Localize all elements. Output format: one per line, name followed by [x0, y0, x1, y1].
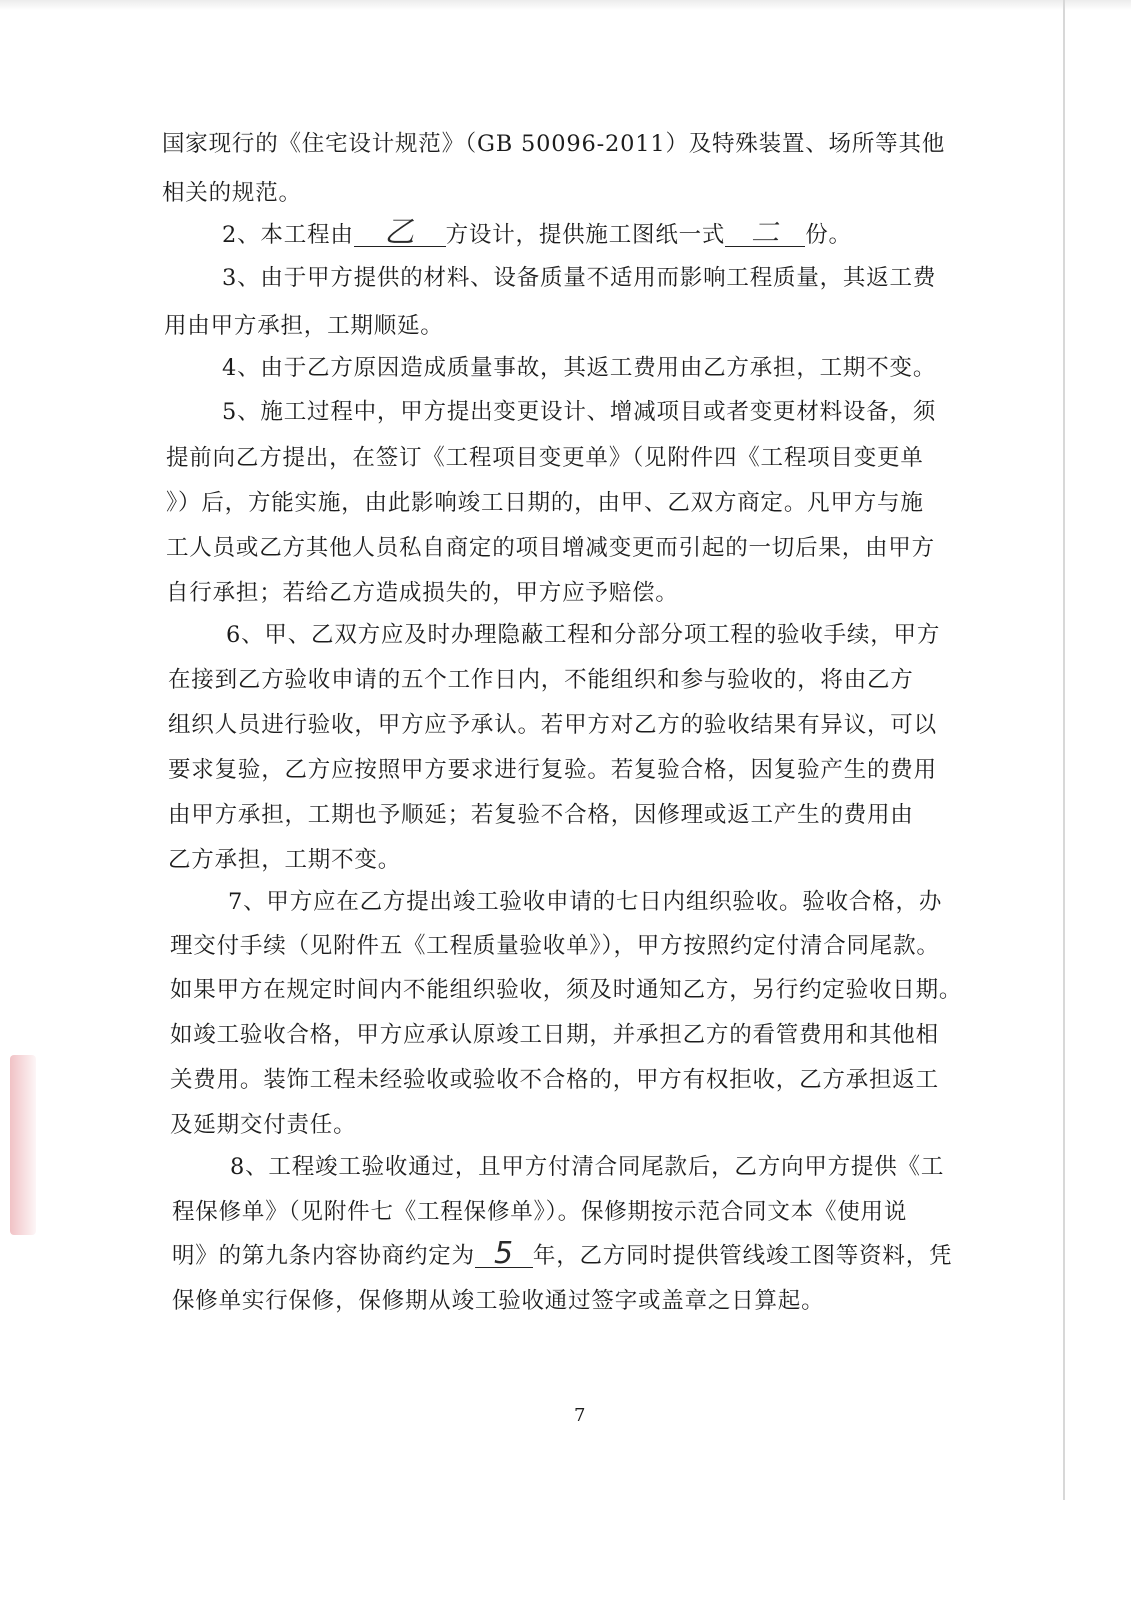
page-number: 7 [574, 1405, 586, 1426]
clause-2-after: 份。 [805, 222, 852, 248]
warranty-years-handwritten: 5 [475, 1241, 533, 1268]
clause-2-before: 2、本工程由 [222, 222, 354, 248]
text-line-19: 理交付手续（见附件五《工程质量验收单》），甲方按照约定付清合同尾款。 [170, 933, 940, 959]
text-line-2: 相关的规范。 [162, 180, 302, 206]
clause-2-line [222, 215, 852, 250]
text-line-5: 用由甲方承担，工期顺延。 [164, 313, 444, 339]
text-line-12: 6、甲、乙双方应及时办理隐蔽工程和分部分项工程的验收手续，甲方 [226, 622, 941, 648]
text-line-18: 7、甲方应在乙方提出竣工验收申请的七日内组织验收。验收合格，办 [228, 889, 943, 915]
text-line-25: 程保修单》（见附件七《工程保修单》）。保修期按示范合同文本《使用说 [172, 1199, 908, 1225]
text-line-15: 要求复验，乙方应按照甲方要求进行复验。若复验合格，因复验产生的费用 [168, 757, 937, 783]
text-line-22: 关费用。装饰工程未经验收或验收不合格的，甲方有权拒收，乙方承担返工 [170, 1067, 939, 1093]
text-line-7: 5、施工过程中，甲方提出变更设计、增减项目或者变更材料设备，须 [222, 399, 937, 425]
text-line-13: 在接到乙方验收申请的五个工作日内，不能组织和参与验收的，将由乙方 [168, 667, 914, 693]
text-line-20: 如果甲方在规定时间内不能组织验收，须及时通知乙方，另行约定验收日期。 [170, 977, 963, 1003]
text-line-14: 组织人员进行验收，甲方应予承认。若甲方对乙方的验收结果有异议，可以 [168, 712, 937, 738]
text-line-10: 工人员或乙方其他人员私自商定的项目增减变更而引起的一切后果，由甲方 [166, 535, 935, 561]
seal-fragment-stamp [10, 1055, 36, 1235]
warranty-before: 明》的第九条内容协商约定为 [172, 1243, 475, 1269]
clause-2-middle: 方设计，提供施工图纸一式 [445, 222, 726, 248]
text-line-9: 》）后，方能实施，由此影响竣工日期的，由甲、乙双方商定。凡甲方与施 [166, 490, 924, 516]
text-line-16: 由甲方承担，工期也予顺延；若复验不合格，因修理或返工产生的费用由 [168, 802, 914, 828]
text-line-8: 提前向乙方提出，在签订《工程项目变更单》（见附件四《工程项目变更单 [166, 445, 924, 471]
text-line-11: 自行承担；若给乙方造成损失的，甲方应予赔偿。 [166, 580, 679, 606]
text-line-1: 国家现行的《住宅设计规范》（GB 50096-2011）及特殊装置、场所等其他 [162, 131, 946, 157]
scan-top-shade [0, 0, 1131, 10]
page-right-edge [1063, 0, 1065, 1500]
warranty-line [172, 1236, 953, 1271]
text-line-17: 乙方承担，工期不变。 [168, 847, 402, 873]
text-line-4: 3、由于甲方提供的材料、设备质量不适用而影响工程质量，其返工费 [222, 265, 937, 291]
text-line-24: 8、工程竣工验收通过，且甲方付清合同尾款后，乙方向甲方提供《工 [230, 1154, 945, 1180]
scan-bottom-margin [0, 1500, 1131, 1600]
text-line-21: 如竣工验收合格，甲方应承认原竣工日期，并承担乙方的看管费用和其他相 [170, 1022, 939, 1048]
text-line-23: 及延期交付责任。 [170, 1112, 357, 1138]
text-line-27: 保修单实行保修，保修期从竣工验收通过签字或盖章之日算起。 [172, 1288, 825, 1314]
drawing-copies-handwritten: 二 [725, 220, 805, 247]
designer-party-handwritten: 乙 [354, 220, 446, 247]
warranty-after: 年，乙方同时提供管线竣工图等资料，凭 [532, 1243, 953, 1269]
text-line-6: 4、由于乙方原因造成质量事故，其返工费用由乙方承担，工期不变。 [222, 355, 937, 381]
